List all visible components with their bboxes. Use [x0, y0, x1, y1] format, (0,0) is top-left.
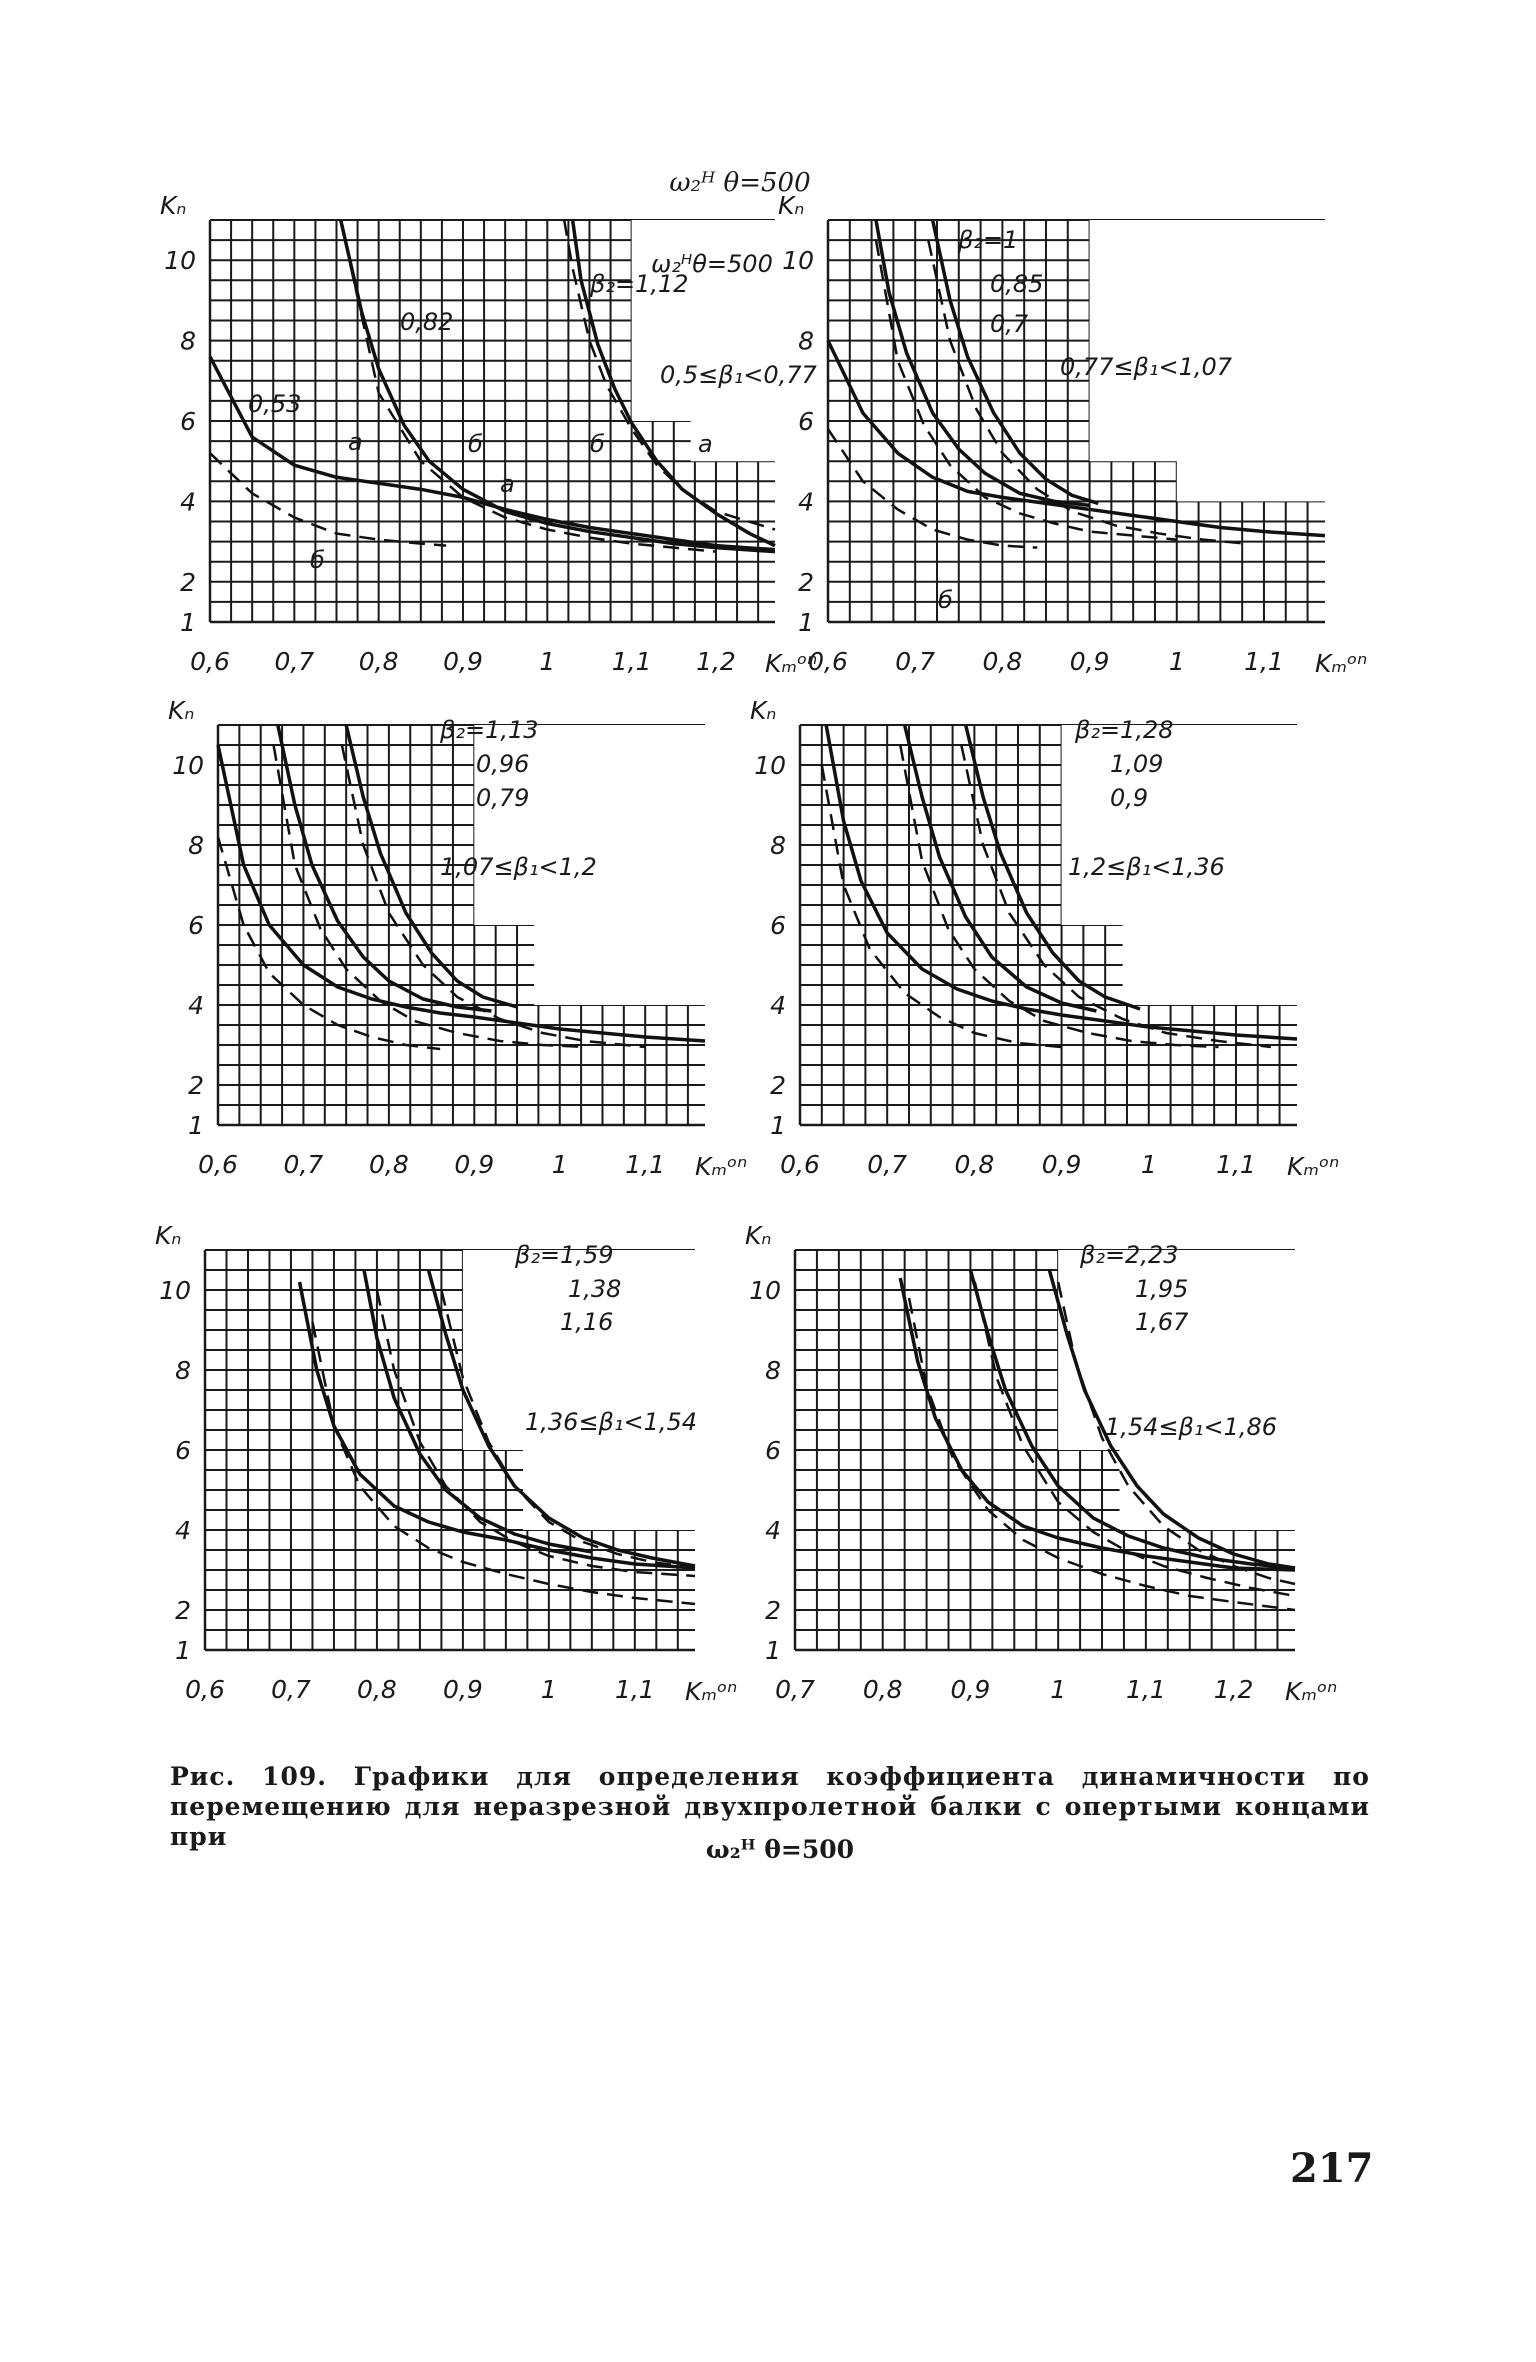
- c1-x-tick-label: 0,6: [190, 647, 230, 676]
- c2-y-tick-label: 6: [798, 407, 814, 436]
- c2-range-label: 0,77≤β₁<1,07: [1060, 353, 1233, 381]
- c6-x-tick-label: 0,7: [775, 1675, 815, 1704]
- c6-y-tick-label: 2: [765, 1596, 781, 1625]
- c1-y-axis-label: Kₙ: [160, 191, 187, 220]
- c2-y-tick-label: 2: [798, 567, 814, 597]
- c1-curve-label: б: [468, 430, 483, 458]
- c4-x-tick-label: 0,7: [867, 1150, 908, 1179]
- c5-curve-label: 1,16: [560, 1308, 614, 1336]
- c1-range-label: 0,5≤β₁<0,77: [660, 361, 817, 389]
- top-title: ω₂ᴴ θ=500: [669, 168, 811, 198]
- c2-x-tick-label: 1,1: [1244, 647, 1284, 676]
- c3-x-tick-label: 0,7: [283, 1150, 324, 1179]
- c2-curve-label: 0,7: [990, 310, 1029, 338]
- c2-x-axis-label: Kₘᵒⁿ: [1315, 649, 1368, 678]
- c6-y-axis-label: Kₙ: [745, 1221, 772, 1250]
- c3-y-tick-label: 2: [188, 1071, 204, 1100]
- c1-curve-label: а: [500, 470, 515, 498]
- c1-curve-label: 0,82: [400, 308, 454, 336]
- c2-y-tick-label: 10: [782, 246, 814, 276]
- c1-x-tick-label: 1,2: [696, 647, 736, 676]
- c1-curve-label: а: [348, 428, 363, 456]
- c3-y-axis-label: Kₙ: [168, 696, 195, 725]
- c2-curve-label: β₂=1: [958, 226, 1019, 254]
- c4-x-tick-label: 0,8: [954, 1150, 995, 1179]
- c5-y-tick-label: 6: [175, 1436, 191, 1465]
- c2-x-tick-label: 0,8: [982, 647, 1023, 676]
- c6-y-tick-label: 8: [765, 1356, 781, 1385]
- c5-y-tick-label: 2: [175, 1596, 191, 1625]
- c6-y-tick-label: 4: [765, 1516, 781, 1545]
- c4-y-tick-label: 4: [770, 991, 786, 1020]
- c1-x-tick-label: 0,7: [274, 647, 315, 676]
- c4-x-tick-label: 0,6: [780, 1150, 820, 1179]
- c1-curve-label: β₂=1,12: [590, 270, 689, 298]
- c5-x-tick-label: 0,6: [185, 1675, 225, 1704]
- c6-x-axis-label: Kₘᵒⁿ: [1285, 1677, 1338, 1706]
- c3-x-axis-label: Kₘᵒⁿ: [695, 1152, 748, 1181]
- c6-x-tick-label: 1,1: [1125, 1675, 1166, 1704]
- c1-y-tick-label: 4: [180, 487, 196, 517]
- c6-curve-label: 1,95: [1135, 1275, 1189, 1303]
- figure-caption: Рис. 109. Графики для определения коэффициента динамичности по перемещению для неразрезной двухпролетной балки с опертыми концами при: [170, 1762, 1370, 1851]
- c5-y-tick-label: 8: [175, 1356, 191, 1385]
- c5-y-tick-label: 10: [159, 1276, 191, 1305]
- c4-curve-label: 1,09: [1110, 750, 1164, 778]
- c1-y-tick-label: 1: [180, 608, 196, 637]
- c5-y-tick-label: 1: [175, 1636, 191, 1665]
- c3-y-tick-label: 10: [172, 751, 204, 780]
- c4-range-label: 1,2≤β₁<1,36: [1068, 853, 1225, 881]
- c6-x-tick-label: 0,8: [862, 1675, 903, 1704]
- c6-y-tick-label: 6: [765, 1436, 781, 1465]
- c1-y-tick-label: 8: [180, 326, 196, 356]
- c2-y-axis-label: Kₙ: [778, 191, 805, 220]
- c3-x-tick-label: 1: [551, 1150, 568, 1179]
- c3-x-tick-label: 0,6: [198, 1150, 238, 1179]
- c4-x-tick-label: 1: [1140, 1150, 1157, 1179]
- c1-x-tick-label: 0,9: [443, 647, 483, 676]
- c3-y-tick-label: 6: [188, 911, 204, 940]
- c2-x-tick-label: 0,9: [1069, 647, 1110, 676]
- c5-y-axis-label: Kₙ: [155, 1221, 182, 1250]
- c6-y-tick-label: 1: [765, 1636, 781, 1665]
- c2-x-tick-label: 0,6: [808, 647, 848, 676]
- c3-x-tick-label: 1,1: [625, 1150, 666, 1179]
- c5-x-tick-label: 0,8: [357, 1675, 397, 1704]
- c1-y-tick-label: 10: [164, 246, 196, 276]
- c3-curve-label: 0,79: [476, 784, 530, 812]
- c4-x-tick-label: 1,1: [1216, 1150, 1256, 1179]
- c4-curve-label: 0,9: [1110, 784, 1149, 812]
- c4-y-tick-label: 1: [770, 1111, 786, 1140]
- c1-x-tick-label: 0,8: [358, 647, 399, 676]
- c6-x-tick-label: 0,9: [950, 1675, 991, 1704]
- c4-x-tick-label: 0,9: [1041, 1150, 1082, 1179]
- c5-x-tick-label: 1,1: [614, 1675, 655, 1704]
- c1-x-tick-label: 1,1: [611, 647, 652, 676]
- c6-curve-label: 1,67: [1135, 1308, 1189, 1336]
- c5-x-tick-label: 1: [540, 1675, 557, 1704]
- c6-x-tick-label: 1: [1050, 1675, 1067, 1704]
- c1-y-tick-label: 2: [180, 567, 196, 597]
- c1-curve-label: б: [590, 430, 605, 458]
- c6-range-label: 1,54≤β₁<1,86: [1105, 1413, 1278, 1441]
- c2-y-tick-label: 8: [798, 326, 814, 356]
- c4-y-tick-label: 2: [770, 1071, 786, 1100]
- c6-y-tick-label: 10: [749, 1276, 781, 1305]
- c2-series-dashed-1: [828, 429, 1037, 548]
- c5-x-tick-label: 0,7: [271, 1675, 311, 1704]
- c1-series-dashed-1: [210, 453, 446, 545]
- c2-x-tick-label: 0,7: [895, 647, 936, 676]
- c5-curve-label: β₂=1,59: [515, 1241, 614, 1269]
- c4-y-tick-label: 10: [754, 751, 786, 780]
- c5-x-tick-label: 0,9: [443, 1675, 483, 1704]
- c1-y-tick-label: 6: [180, 407, 196, 436]
- c4-y-axis-label: Kₙ: [750, 696, 777, 725]
- c1-title: ω₂ᴴθ=500: [651, 250, 773, 278]
- c5-range-label: 1,36≤β₁<1,54: [525, 1408, 698, 1436]
- page-number: 217: [1290, 2145, 1374, 2192]
- figure-caption-formula: ω₂ᴴ θ=500: [705, 1835, 855, 1864]
- c3-y-tick-label: 8: [188, 831, 204, 860]
- c2-curve-label: б: [938, 586, 953, 614]
- c6-x-tick-label: 1,2: [1213, 1675, 1254, 1704]
- c4-y-tick-label: 8: [770, 831, 786, 860]
- c1-x-axis-label: Kₘᵒⁿ: [765, 649, 818, 678]
- c3-x-tick-label: 0,8: [368, 1150, 409, 1179]
- c3-y-tick-label: 4: [188, 991, 204, 1020]
- c4-x-axis-label: Kₘᵒⁿ: [1287, 1152, 1340, 1181]
- c2-curve-label: 0,85: [990, 270, 1044, 298]
- c3-curve-label: β₂=1,13: [440, 716, 539, 744]
- c5-y-tick-label: 4: [175, 1516, 191, 1545]
- c5-x-axis-label: Kₘᵒⁿ: [685, 1677, 738, 1706]
- c6-curve-label: β₂=2,23: [1080, 1241, 1179, 1269]
- c2-y-tick-label: 1: [798, 608, 814, 637]
- c2-x-tick-label: 1: [1168, 647, 1185, 676]
- c2-series-solid-2: [876, 220, 1090, 505]
- c3-x-tick-label: 0,9: [454, 1150, 495, 1179]
- c1-curve-label: б: [310, 546, 325, 574]
- c2-y-tick-label: 4: [798, 487, 814, 517]
- c1-curve-label: а: [698, 430, 713, 458]
- c4-curve-label: β₂=1,28: [1075, 716, 1174, 744]
- c3-curve-label: 0,96: [476, 750, 530, 778]
- c4-y-tick-label: 6: [770, 911, 786, 940]
- c3-range-label: 1,07≤β₁<1,2: [440, 853, 597, 881]
- c1-x-tick-label: 1: [539, 647, 556, 676]
- c5-curve-label: 1,38: [568, 1275, 622, 1303]
- c3-y-tick-label: 1: [188, 1111, 204, 1140]
- c1-curve-label: 0,53: [248, 390, 302, 418]
